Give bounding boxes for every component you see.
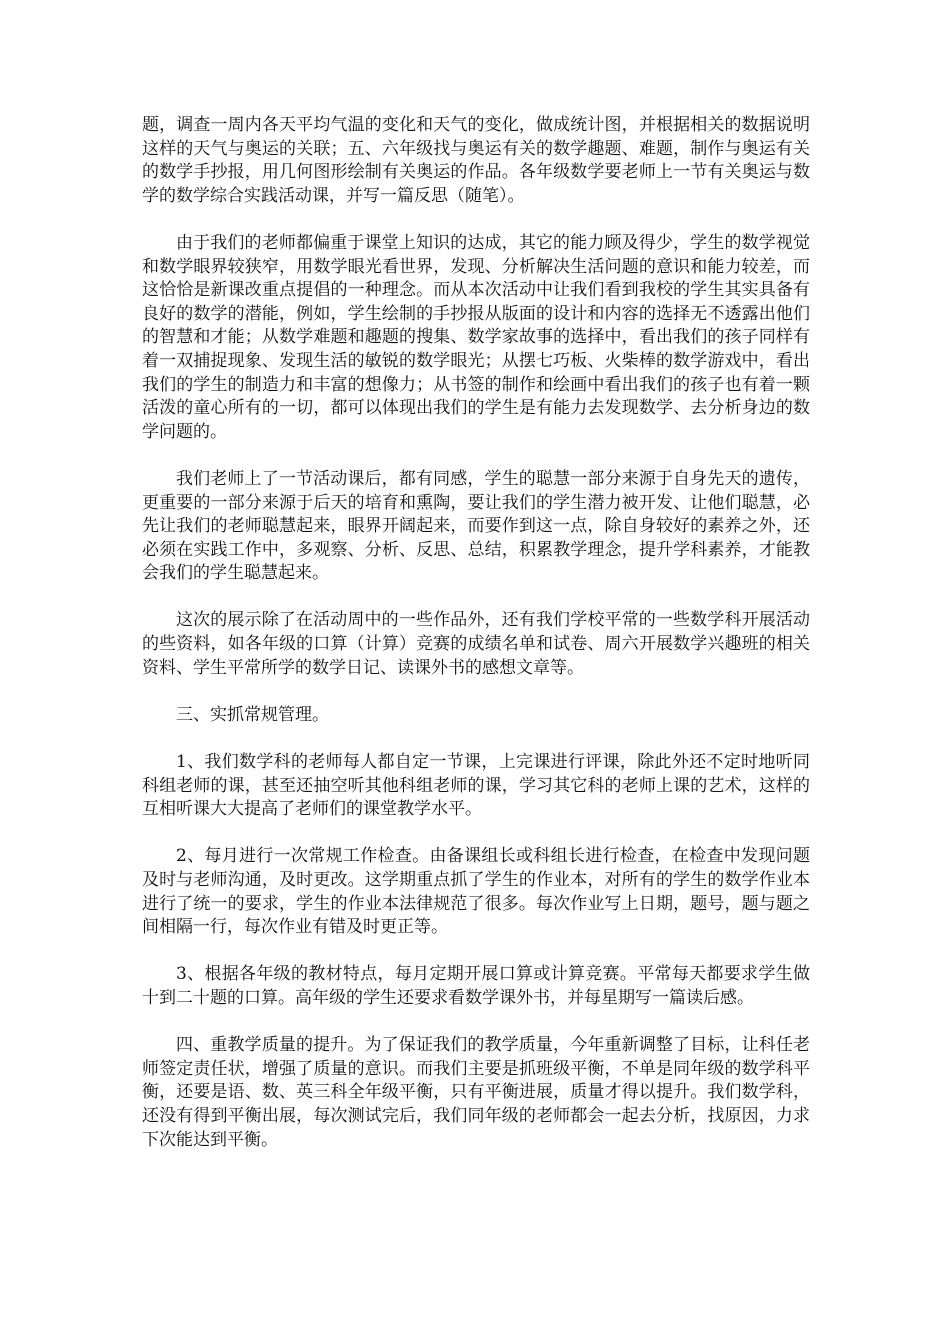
list-item-2: 2、每月进行一次常规工作检查。由备课组长或科组长进行检查，在检查中发现问题及时与老师沟通，及时更改。这学期重点抓了学生的作业本，对所有的学生的数学作业本进行了统一的要求，学生的作业本法律规范了很多。每次作业写上日期，题号，题与题之间相隔一行，每次作业有错及时更正等。 (142, 846, 810, 938)
paragraph-continuation: 题，调查一周内各天平均气温的变化和天气的变化，做成统计图，并根据相关的数据说明这样的天气与奥运的关联；五、六年级找与奥运有关的数学趣题、难题，制作与奥运有关的数学手抄报，用几何图形绘制有关奥运的作品。各年级数学要老师上一节有关奥运与数学的数学综合实践活动课，并写一篇反思（随笔）。 (142, 115, 810, 206)
list-item-1: 1、我们数学科的老师每人都自定一节课，上完课进行评课，除此外还不定时地听同科组老师的课，甚至还抽空听其他科组老师的课，学习其它科的老师上课的艺术，这样的互相听课大大提高了老师们的课堂教学水平。 (142, 752, 810, 820)
paragraph-exhibition: 这次的展示除了在活动周中的一些作品外，还有我们学校平常的一些数学科开展活动的些资料，如各年级的口算（计算）竞赛的成绩名单和试卷、周六开展数学兴趣班的相关资料、学生平常所学的数学日记、读课外书的感想文章等。 (142, 610, 810, 678)
paragraph-teacher-focus: 由于我们的老师都偏重于课堂上知识的达成，其它的能力顾及得少，学生的数学视觉和数学眼界较狭窄，用数学眼光看世界，发现、分析解决生活问题的意识和能力较差，而这恰恰是新课改重点提倡的一种理念。而从本次活动中让我们看到我校的学生其实具备有良好的数学的潜能，例如，学生绘制的手抄报从版面的设计和内容的选择无不透露出他们的智慧和才能；从数学难题和趣题的搜集、数学家故事的选择中，看出我们的孩子同样有着一双捕捉现象、发现生活的敏锐的数学眼光；从摆七巧板、火柴棒的数学游戏中，看出我们的学生的制造力和丰富的想像力；从书签的制作和绘画中看出我们的孩子也有着一颗活泼的童心所有的一切，都可以体现出我们的学生是有能力去发现数学、去分析身边的数学问题的。 (142, 232, 810, 442)
paragraph-activity-reflection: 我们老师上了一节活动课后，都有同感，学生的聪慧一部分来源于自身先天的遗传，更重要的一部分来源于后天的培育和熏陶，要让我们的学生潜力被开发、让他们聪慧，必先让我们的老师聪慧起来，眼界开阔起来，而要作到这一点，除自身较好的素养之外，还必须在实践工作中，多观察、分析、反思、总结，积累教学理念，提升学科素养，才能教会我们的学生聪慧起来。 (142, 468, 810, 584)
document-body (142, 114, 810, 1176)
paragraph-quality-improvement: 四、重教学质量的提升。为了保证我们的教学质量，今年重新调整了目标，让科任老师签定责任状，增强了质量的意识。而我们主要是抓班级平衡，不单是同年级的数学科平衡，还要是语、数、英三科全年级平衡，只有平衡进展，质量才得以提升。我们数学科，还没有得到平衡出展，每次测试完后，我们同年级的老师都会一起去分析，找原因，力求下次能达到平衡。 (142, 1035, 810, 1150)
list-item-3: 3、根据各年级的教材特点，每月定期开展口算或计算竞赛。平常每天都要求学生做十到二十题的口算。高年级的学生还要求看数学课外书，并每星期写一篇读后感。 (142, 964, 810, 1008)
section-heading-routine-management: 三、实抓常规管理。 (176, 704, 329, 725)
